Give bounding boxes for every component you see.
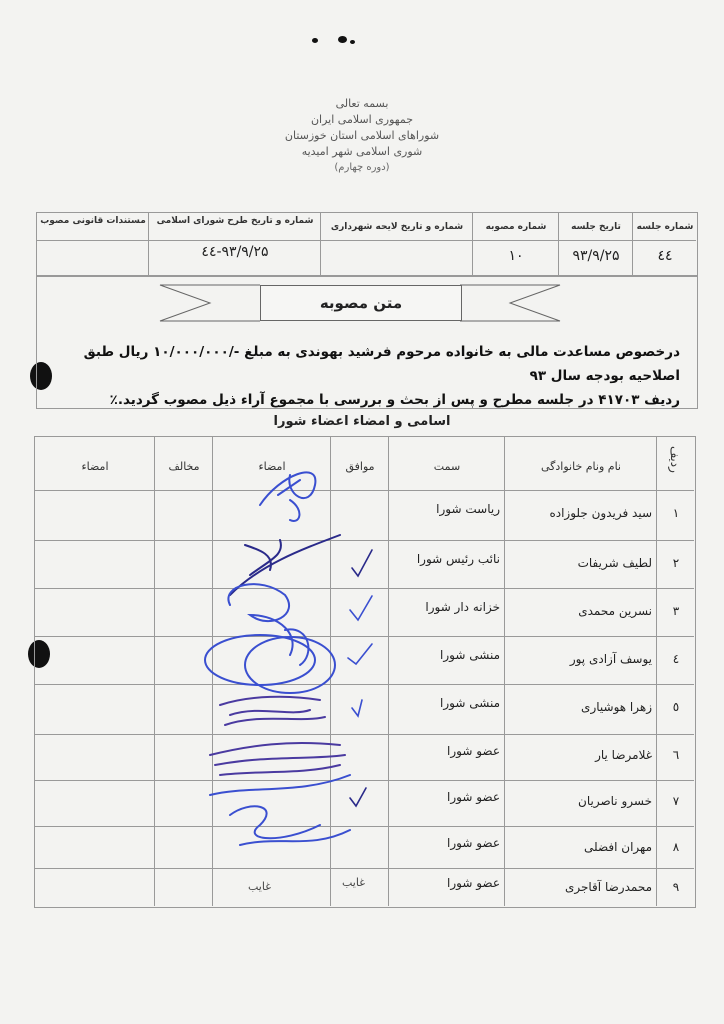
check-icon [348, 644, 372, 664]
scan-mark [312, 38, 318, 43]
signature-1 [260, 472, 315, 521]
member-name: محمدرضا آقاجری [564, 880, 652, 894]
members-col-line [656, 436, 657, 906]
row-number: ٧ [672, 794, 680, 808]
col-header-disagree: مخالف [168, 460, 200, 473]
member-position: خزانه دار شورا [425, 600, 500, 614]
col-header-agree: موافق [345, 460, 375, 473]
meta-value-session-date: ۹۳/۹/۲۵ [572, 248, 620, 264]
signature-2 [230, 535, 340, 595]
resolution-text [44, 340, 680, 412]
row-number: ۳ [672, 604, 680, 618]
member-position: عضو شورا [447, 790, 500, 804]
signature-3 [228, 584, 308, 665]
col-header-row: ردیف [668, 446, 682, 473]
meta-header-bill: شماره و تاریخ لایحه شهرداری [330, 222, 464, 232]
header-line-3: شوراهای اسلامی استان خوزستان [284, 129, 440, 142]
meta-col-line [320, 212, 321, 275]
member-position: منشی شورا [440, 696, 500, 710]
meta-header-legal-docs: مستندات قانونی مصوب [40, 216, 146, 226]
member-name: لطیف شریفات [577, 556, 652, 570]
meta-col-line [558, 212, 559, 275]
member-name: زهرا هوشیاری [581, 700, 652, 714]
absent-note: غایب [248, 880, 271, 893]
member-name: یوسف آزادی پور [569, 652, 652, 666]
row-number: ٤ [672, 652, 680, 666]
row-number: ۱ [672, 506, 680, 520]
meta-header-session-no: شماره جلسه [636, 222, 694, 232]
header-line-4: شوری اسلامی شهر امیدیه [301, 145, 423, 158]
col-header-disagree-sign: امضاء [81, 460, 109, 473]
meta-col-line [148, 212, 149, 275]
members-title: اسامی و امضاء اعضاء شورا [273, 414, 451, 429]
meta-col-line [472, 212, 473, 275]
check-icon [350, 596, 372, 620]
scan-mark [350, 40, 355, 44]
member-position: منشی شورا [440, 648, 500, 662]
agree-value: غایب [342, 876, 365, 889]
signature-4 [205, 635, 315, 685]
meta-value-session-no: ٤٤ [657, 248, 673, 264]
member-name: نسرین محمدی [578, 604, 652, 618]
letterhead [0, 96, 724, 176]
scan-mark [338, 36, 347, 43]
member-name: غلامرضا یار [595, 748, 652, 762]
meta-col-line [632, 212, 633, 275]
members-col-line [154, 436, 155, 906]
row-number: ٦ [672, 748, 680, 762]
col-header-name: نام ونام خانوادگی [540, 460, 621, 473]
meta-value-resolution-no: ۱۰ [508, 248, 524, 264]
check-icon [352, 550, 372, 576]
resolution-line-1: درخصوص مساعدت مالی به خانواده مرحوم فرشید بهوندی به مبلغ -/۱۰/۰۰۰/۰۰۰ ریال طبق اصلاحیه بودجه سال ۹۳ [83, 344, 680, 384]
check-icon [350, 788, 366, 806]
member-name: خسرو ناصریان [578, 794, 652, 808]
meta-header-session-date: تاریخ جلسه [571, 222, 621, 232]
header-line-2: جمهوری اسلامی ایران [310, 113, 414, 126]
header-line-5: (دوره چهارم) [334, 162, 390, 173]
resolution-line-2: ردیف ۴۱۷۰۳ در جلسه مطرح و پس از بحث و بررسی با مجموع آراء ذیل مصوب گردید.٪ [109, 392, 680, 408]
banner-title: متن مصوبه [260, 285, 462, 321]
member-position: نائب رئیس شورا [416, 552, 500, 566]
members-col-line [388, 436, 389, 906]
members-row-line [34, 868, 694, 869]
signature-7 [210, 775, 350, 845]
member-name: مهران افضلی [584, 840, 652, 854]
member-name: سید فریدون جلوزاده [549, 506, 652, 520]
signature-6 [210, 743, 345, 775]
row-number: ٨ [672, 840, 680, 854]
members-col-line [504, 436, 505, 906]
header-line-1: بسمه تعالی [335, 97, 389, 110]
member-position: ریاست شورا [436, 502, 500, 516]
meta-header-resolution-no: شماره مصوبه [485, 222, 547, 232]
col-header-position: سمت [433, 460, 461, 473]
row-number: ٥ [672, 700, 680, 714]
check-icon [352, 700, 362, 716]
member-position: عضو شورا [447, 876, 500, 890]
meta-divider [36, 240, 696, 241]
member-position: عضو شورا [447, 836, 500, 850]
member-position: عضو شورا [447, 744, 500, 758]
meta-header-plan: شماره و تاریخ طرح شورای اسلامی [156, 216, 314, 226]
agree-checks [338, 540, 388, 830]
col-header-agree-sign: امضاء [258, 460, 286, 473]
meta-value-plan: ۹۳/۹/۲۵-٤٤ [201, 244, 269, 260]
row-number: ٩ [672, 880, 680, 894]
row-number: ۲ [672, 556, 680, 570]
